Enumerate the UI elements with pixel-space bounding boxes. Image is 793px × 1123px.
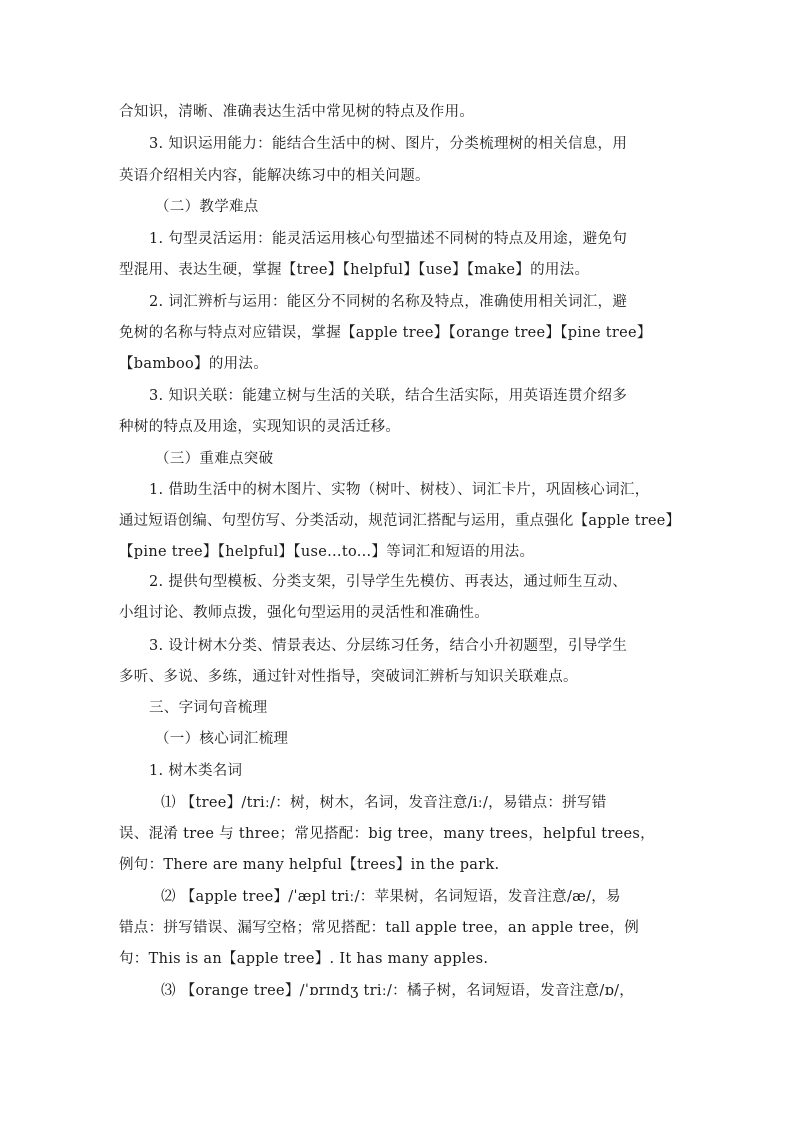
section-heading: 三、字词句音梳理 <box>149 700 268 716</box>
text-line: 3. 知识运用能力：能结合生活中的树、图片，分类梳理树的相关信息，用 <box>149 136 628 152</box>
text-line: 句：This is an【apple tree】. It has many apples. <box>119 951 489 967</box>
text-line: 种树的特点及用途，实现知识的灵活迁移。 <box>119 419 401 435</box>
text-line: 多听、多说、多练，通过针对性指导，突破词汇辨析与知识关联难点。 <box>119 669 578 685</box>
section-heading: （一）核心词汇梳理 <box>155 731 289 747</box>
text-line: 例句：There are many helpful【trees】in the park. <box>119 857 500 873</box>
section-heading: （三）重难点突破 <box>155 451 274 467</box>
section-heading: （二）教学难点 <box>155 199 259 215</box>
text-line: 合知识，清晰、准确表达生活中常见树的特点及作用。 <box>119 104 475 120</box>
text-line: 【bamboo】的用法。 <box>119 356 269 372</box>
text-line: 【pine tree】【helpful】【use...to...】等词汇和短语的用法。 <box>119 544 535 560</box>
text-line: ⑵ 【apple tree】/ˈæpl triː/：苹果树，名词短语，发音注意/æ/，易 <box>161 889 621 905</box>
text-line: ⑶ 【orange tree】/ˈɒrɪndʒ triː/：橘子树，名词短语，发音注意/ɒ/， <box>161 983 635 999</box>
text-line: 1. 借助生活中的树木图片、实物（树叶、树枝）、词汇卡片，巩固核心词汇， <box>149 482 650 498</box>
text-line: 型混用、表达生硬，掌握【tree】【helpful】【use】【make】的用法。 <box>119 262 590 278</box>
text-line: 小组讨论、教师点拨，强化句型运用的灵活性和准确性。 <box>119 605 489 621</box>
text-line: 3. 知识关联：能建立树与生活的关联，结合生活实际，用英语连贯介绍多 <box>149 388 628 404</box>
text-line: 误、混淆 tree 与 three；常见搭配：big tree，many trees，helpful trees， <box>119 826 655 842</box>
text-line: 免树的名称与特点对应错误，掌握【apple tree】【orange tree】【pine tree】 <box>119 325 652 341</box>
text-line: 错点：拼写错误、漏写空格；常见搭配：tall apple tree，an apple tree，例 <box>119 920 640 936</box>
text-line: 2. 词汇辨析与运用：能区分不同树的名称及特点，准确使用相关词汇，避 <box>149 294 628 310</box>
text-line: 1. 句型灵活运用：能灵活运用核心句型描述不同树的特点及用途，避免句 <box>149 231 628 247</box>
text-line: 英语介绍相关内容，能解决练习中的相关问题。 <box>119 168 430 184</box>
text-line: ⑴ 【tree】/triː/：树，树木，名词，发音注意/iː/，易错点：拼写错 <box>161 795 607 811</box>
text-line: 1. 树木类名词 <box>149 763 243 779</box>
text-line: 通过短语创编、句型仿写、分类活动，规范词汇搭配与运用，重点强化【apple tree】 <box>119 513 681 529</box>
text-line: 2. 提供句型模板、分类支架，引导学生先模仿、再表达，通过师生互动、 <box>149 574 628 590</box>
text-line: 3. 设计树木分类、情景表达、分层练习任务，结合小升初题型，引导学生 <box>149 638 628 654</box>
